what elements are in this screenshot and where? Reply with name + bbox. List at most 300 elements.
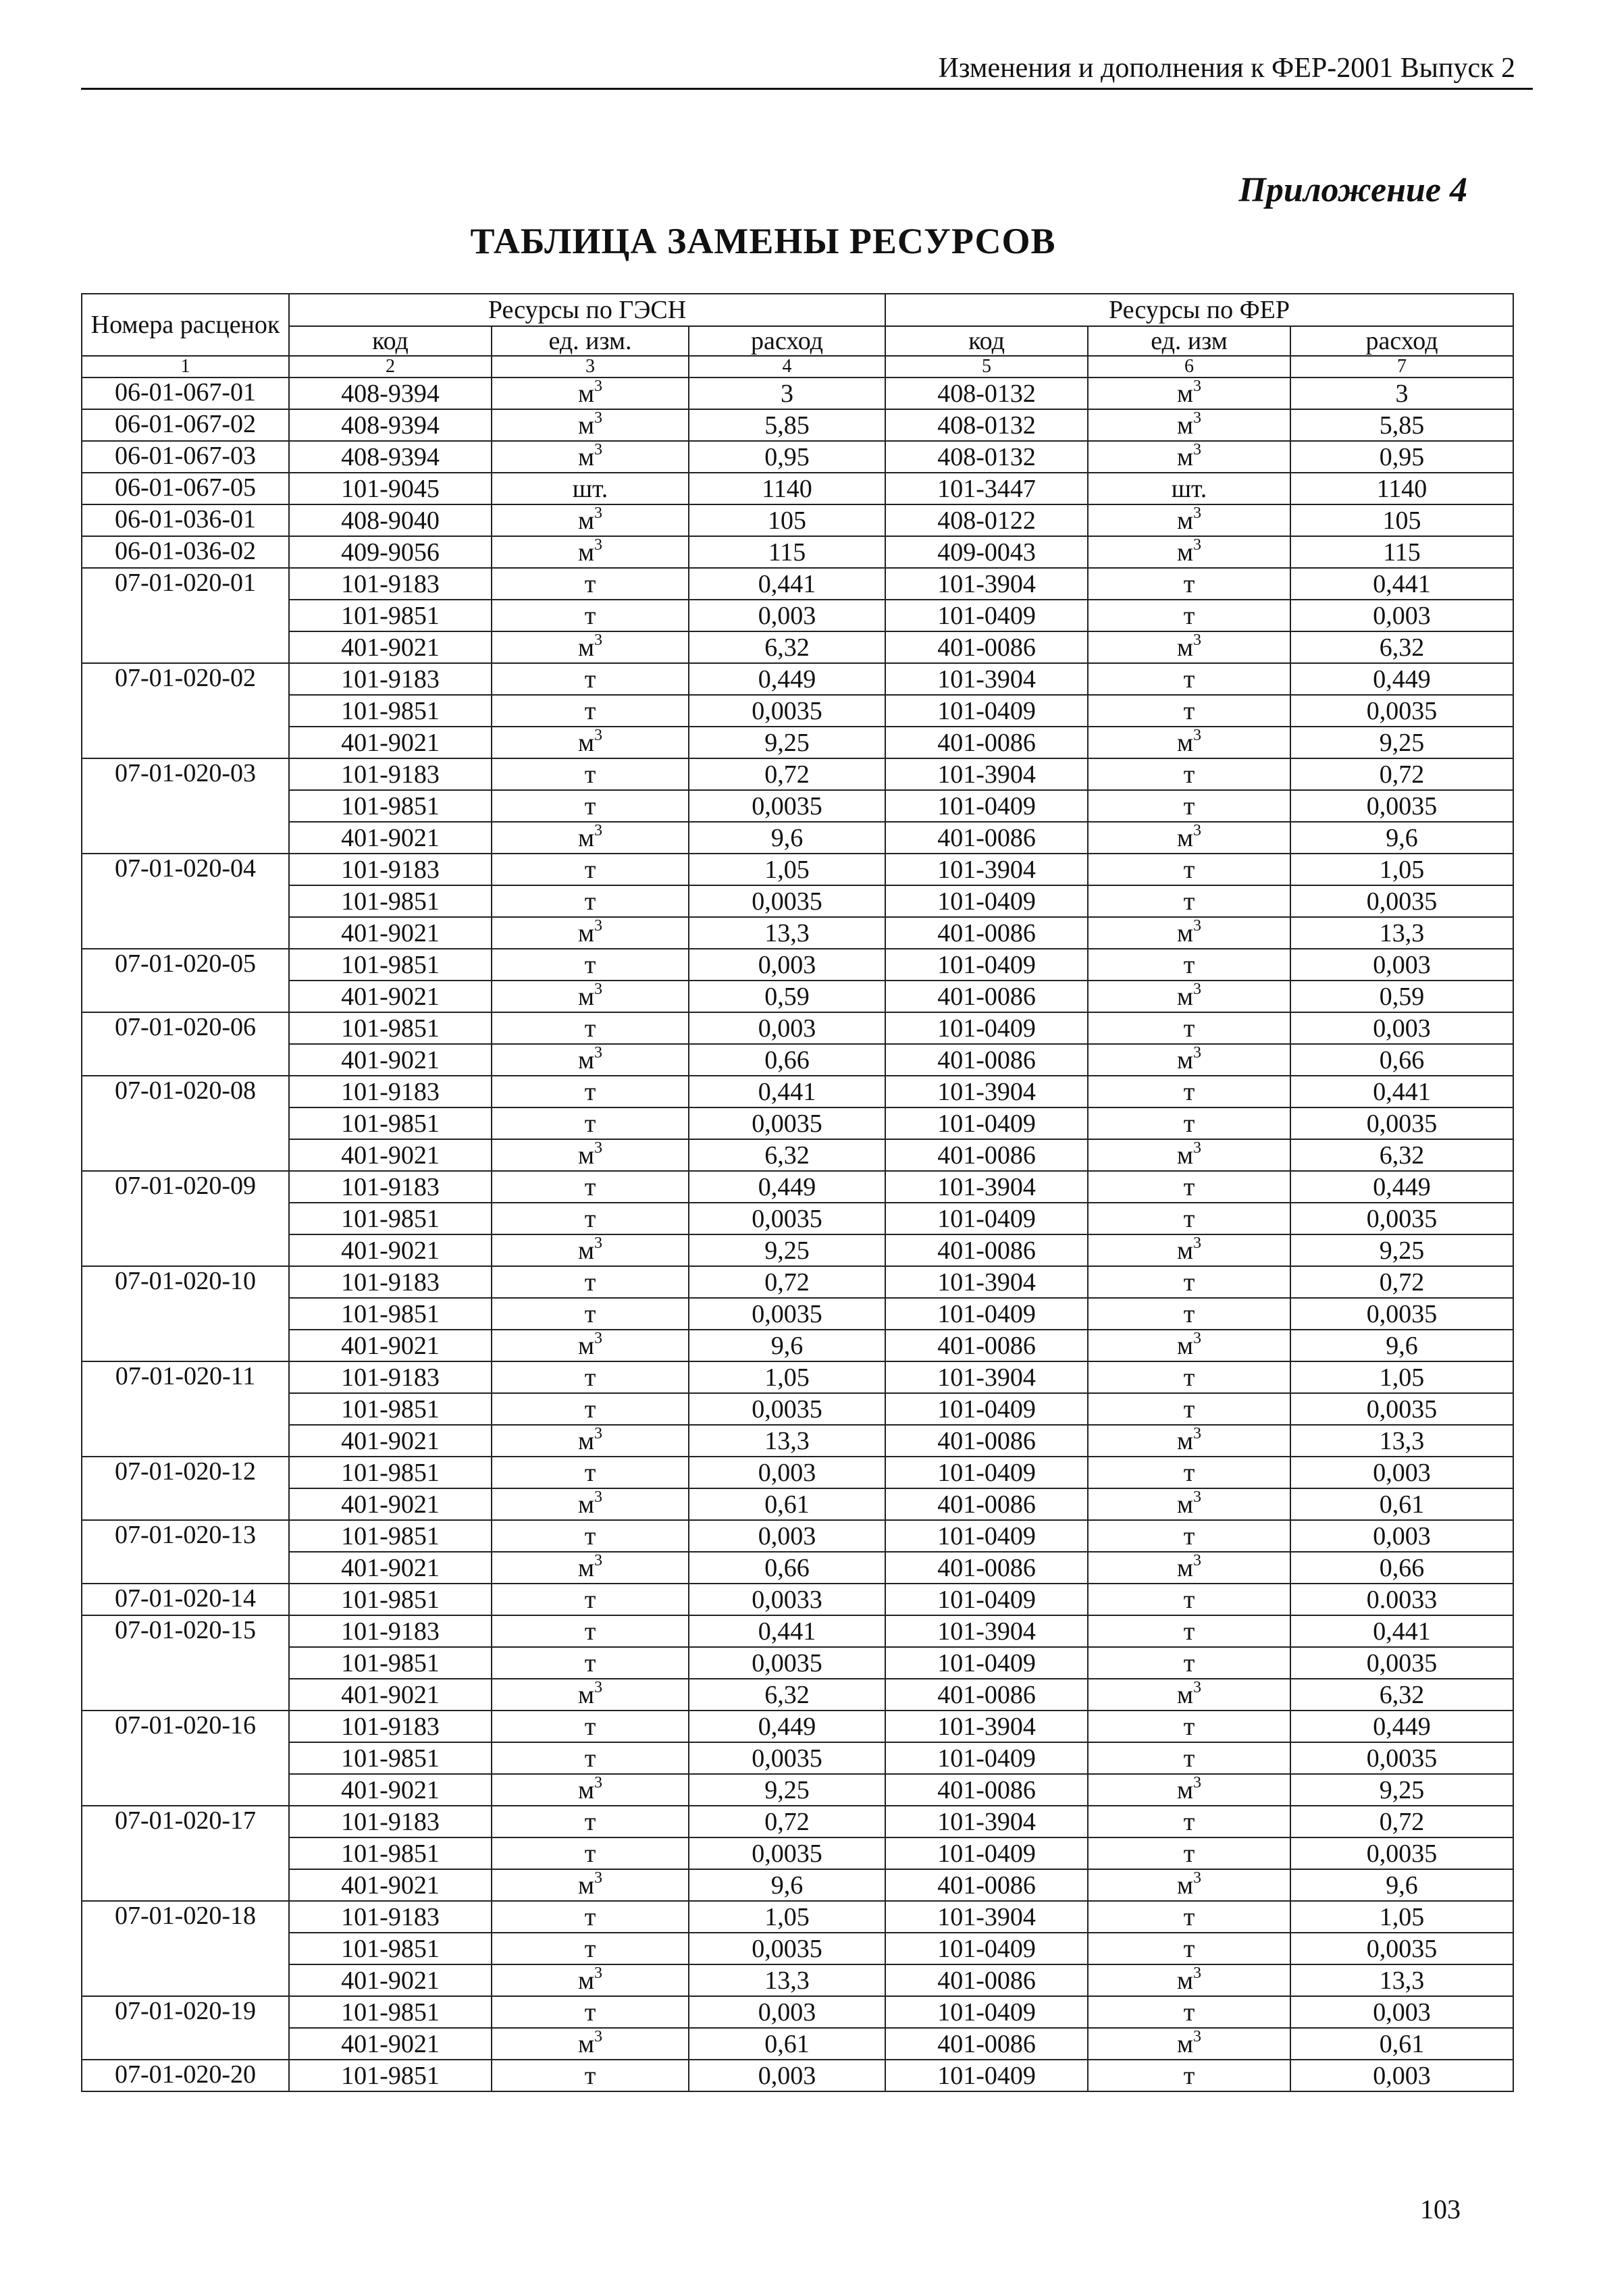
unit-text: т [584,1648,596,1677]
gesn-unit-cell [492,1996,689,2028]
fer-qty-cell: 105 [1290,504,1513,536]
fer-unit-cell [1088,1425,1290,1457]
rate-number-cell: 07-01-020-17 [82,1806,289,1901]
unit-exponent: 3 [594,1774,603,1792]
unit-text: м [577,379,595,408]
fer-unit-cell [1088,758,1290,790]
unit-text: т [1183,1807,1195,1836]
unit-exponent: 3 [1193,1774,1202,1792]
unit-text: м [1176,506,1194,535]
fer-unit-cell [1088,885,1290,917]
gesn-code-cell: 401-9021 [289,1234,492,1266]
gesn-code-cell: 401-9021 [289,1552,492,1584]
table-row [82,727,1513,758]
unit-exponent: 3 [594,1869,603,1887]
gesn-unit-cell [492,1488,689,1520]
fer-unit-cell [1088,1203,1290,1234]
gesn-code-cell: 101-9183 [289,568,492,600]
unit-text: м [1176,918,1194,947]
gesn-qty-cell: 6,32 [689,1139,885,1171]
gesn-unit-cell [492,1012,689,1044]
table-row [82,441,1513,473]
gesn-qty-cell: 0,449 [689,663,885,695]
gesn-unit-cell [492,981,689,1012]
gesn-code-cell: 401-9021 [289,822,492,854]
gesn-code-cell: 101-9851 [289,600,492,631]
header-rate-numbers: Номера расценок [82,294,289,356]
unit-exponent: 3 [594,1964,603,1982]
gesn-unit-cell [492,1107,689,1139]
gesn-code-cell: 101-9183 [289,758,492,790]
gesn-code-cell: 101-9183 [289,854,492,885]
table-row [82,1774,1513,1806]
gesn-code-cell: 101-9851 [289,1457,492,1488]
gesn-qty-cell: 0,61 [689,1488,885,1520]
gesn-unit-cell [492,473,689,504]
fer-qty-cell: 0,0035 [1290,1107,1513,1139]
unit-text: т [584,760,596,789]
fer-code-cell: 408-0122 [885,504,1088,536]
fer-unit-cell [1088,1044,1290,1076]
fer-unit-cell [1088,1266,1290,1298]
gesn-code-cell: 101-9851 [289,695,492,727]
table-row [82,1139,1513,1171]
unit-text: т [1183,855,1195,884]
gesn-qty-cell: 115 [689,536,885,568]
fer-unit-cell [1088,2028,1290,2060]
fer-unit-cell [1088,1171,1290,1203]
rate-number-cell: 07-01-020-18 [82,1901,289,1996]
gesn-code-cell: 101-9183 [289,1806,492,1837]
fer-unit-cell [1088,1901,1290,1933]
rate-number-cell: 07-01-020-06 [82,1012,289,1076]
unit-exponent: 3 [1193,1234,1202,1252]
fer-unit-cell [1088,473,1290,504]
gesn-unit-cell [492,727,689,758]
gesn-qty-cell: 0,0035 [689,1647,885,1679]
fer-qty-cell: 0,003 [1290,1457,1513,1488]
fer-unit-cell [1088,1774,1290,1806]
gesn-qty-cell: 1,05 [689,1361,885,1393]
fer-code-cell: 401-0086 [885,1964,1088,1996]
gesn-qty-cell: 0,0035 [689,695,885,727]
gesn-code-cell: 401-9021 [289,1044,492,1076]
fer-code-cell: 401-0086 [885,1552,1088,1584]
fer-code-cell: 101-3904 [885,663,1088,695]
unit-text: т [1183,1299,1195,1328]
fer-unit-cell [1088,1330,1290,1361]
unit-text: т [1183,1458,1195,1487]
table-row [82,536,1513,568]
gesn-qty-cell: 0,449 [689,1711,885,1742]
table-row [82,1234,1513,1266]
gesn-qty-cell: 9,6 [689,1330,885,1361]
rate-number-cell: 07-01-020-03 [82,758,289,854]
unit-text: т [584,1077,596,1106]
unit-text: т [584,569,596,598]
rate-number-cell: 07-01-020-12 [82,1457,289,1520]
table-row [82,1869,1513,1901]
table-row [82,1964,1513,1996]
fer-qty-cell: 13,3 [1290,917,1513,949]
unit-text: м [577,1553,595,1582]
gesn-code-cell: 409-9056 [289,536,492,568]
gesn-code-cell: 101-9183 [289,1711,492,1742]
unit-exponent: 3 [1193,981,1202,998]
gesn-code-cell: 401-9021 [289,1330,492,1361]
gesn-unit-cell [492,600,689,631]
gesn-code-cell: 101-9183 [289,1901,492,1933]
fer-code-cell: 401-0086 [885,1488,1088,1520]
gesn-qty-cell: 0,72 [689,1266,885,1298]
fer-unit-cell [1088,1457,1290,1488]
unit-text: м [1176,1236,1194,1265]
fer-code-cell: 101-0409 [885,1584,1088,1615]
unit-text: м [1176,442,1194,471]
fer-qty-cell: 6,32 [1290,1679,1513,1711]
fer-unit-cell [1088,822,1290,854]
fer-code-cell: 101-0409 [885,1012,1088,1044]
fer-code-cell: 101-3904 [885,1615,1088,1647]
gesn-unit-cell [492,949,689,981]
table-row [82,917,1513,949]
rate-number-cell: 06-01-036-01 [82,504,289,536]
unit-text: м [577,1141,595,1170]
fer-qty-cell: 13,3 [1290,1964,1513,1996]
gesn-code-cell: 401-9021 [289,1869,492,1901]
resource-replacement-table [81,293,1514,2092]
fer-unit-cell [1088,1615,1290,1647]
unit-exponent: 3 [1193,1552,1202,1569]
unit-text: т [1183,1268,1195,1297]
gesn-unit-cell [492,822,689,854]
unit-text: т [584,1268,596,1297]
unit-text: т [1183,1744,1195,1773]
gesn-code-cell: 101-9851 [289,1584,492,1615]
fer-unit-cell [1088,1139,1290,1171]
fer-unit-cell [1088,568,1290,600]
unit-exponent: 3 [1193,917,1202,935]
gesn-unit-cell [492,2028,689,2060]
gesn-code-cell: 101-9183 [289,1171,492,1203]
gesn-code-cell: 401-9021 [289,1964,492,1996]
unit-text: м [577,1236,595,1265]
unit-exponent: 3 [594,981,603,998]
gesn-unit-cell [492,1330,689,1361]
fer-code-cell: 101-3447 [885,473,1088,504]
unit-text: т [584,1458,596,1487]
fer-qty-cell: 0,003 [1290,1012,1513,1044]
unit-text: т [584,1109,596,1138]
unit-text: м [1176,1680,1194,1709]
gesn-unit-cell [492,917,689,949]
unit-text: м [1176,982,1194,1011]
fer-unit-cell [1088,1552,1290,1584]
unit-text: м [577,823,595,852]
table-row [82,663,1513,695]
fer-unit-cell [1088,1298,1290,1330]
gesn-qty-cell: 9,6 [689,1869,885,1901]
unit-text: шт. [1171,474,1207,503]
gesn-code-cell: 101-9851 [289,1837,492,1869]
gesn-unit-cell [492,1933,689,1964]
unit-text: м [577,1775,595,1804]
fer-code-cell: 101-3904 [885,1711,1088,1742]
unit-text: т [584,696,596,725]
unit-text: т [584,1712,596,1741]
gesn-unit-cell [492,504,689,536]
gesn-unit-cell [492,1679,689,1711]
table-row [82,568,1513,600]
fer-code-cell: 101-3904 [885,1806,1088,1837]
table-row [82,504,1513,536]
gesn-qty-cell: 13,3 [689,1425,885,1457]
fer-qty-cell: 0,0035 [1290,790,1513,822]
table-row [82,1330,1513,1361]
table-row [82,377,1513,409]
unit-text: шт. [572,474,608,503]
unit-text: т [1183,1109,1195,1138]
unit-text: м [577,2029,595,2058]
table-row [82,1647,1513,1679]
rate-number-cell: 07-01-020-13 [82,1520,289,1584]
unit-text: м [577,1426,595,1455]
table-row [82,1012,1513,1044]
unit-text: м [1176,411,1194,440]
table-row [82,1520,1513,1552]
fer-code-cell: 401-0086 [885,1139,1088,1171]
gesn-unit-cell [492,1139,689,1171]
gesn-qty-cell: 0,003 [689,949,885,981]
table-row [82,1266,1513,1298]
table-header [82,294,1513,377]
unit-exponent: 3 [594,631,603,649]
gesn-code-cell: 408-9394 [289,409,492,441]
table-row [82,1171,1513,1203]
unit-text: м [1176,1775,1194,1804]
unit-text: м [1176,633,1194,662]
gesn-unit-cell [492,1393,689,1425]
gesn-unit-cell [492,1203,689,1234]
header-gesn-unit: ед. изм. [492,326,689,356]
unit-text: м [1176,379,1194,408]
unit-text: м [1176,1426,1194,1455]
fer-unit-cell [1088,790,1290,822]
unit-text: м [577,538,595,567]
fer-unit-cell [1088,1076,1290,1107]
unit-text: м [1176,1966,1194,1995]
fer-code-cell: 101-0409 [885,1996,1088,2028]
rate-number-cell: 07-01-020-19 [82,1996,289,2060]
fer-code-cell: 101-0409 [885,1393,1088,1425]
header-fer-code: код [885,326,1088,356]
fer-code-cell: 401-0086 [885,981,1088,1012]
gesn-qty-cell: 0,003 [689,1457,885,1488]
gesn-unit-cell [492,885,689,917]
fer-qty-cell: 0,0035 [1290,695,1513,727]
gesn-unit-cell [492,377,689,409]
unit-text: т [1183,601,1195,630]
unit-text: т [1183,1014,1195,1043]
gesn-qty-cell: 1,05 [689,1901,885,1933]
rate-number-cell: 07-01-020-20 [82,2060,289,2091]
fer-code-cell: 101-0409 [885,600,1088,631]
unit-exponent: 3 [594,1044,603,1062]
unit-text: т [584,1744,596,1773]
unit-text: т [1183,2061,1195,2090]
fer-qty-cell: 5,85 [1290,409,1513,441]
unit-text: м [577,1490,595,1519]
fer-qty-cell: 0,003 [1290,1520,1513,1552]
fer-code-cell: 101-0409 [885,695,1088,727]
gesn-code-cell: 101-9851 [289,885,492,917]
gesn-qty-cell: 0,72 [689,758,885,790]
unit-text: м [577,411,595,440]
fer-unit-cell [1088,409,1290,441]
unit-text: т [584,601,596,630]
gesn-unit-cell [492,695,689,727]
gesn-code-cell: 101-9851 [289,1520,492,1552]
fer-unit-cell [1088,1107,1290,1139]
fer-qty-cell: 0,003 [1290,1996,1513,2028]
gesn-qty-cell: 6,32 [689,631,885,663]
fer-unit-cell [1088,377,1290,409]
fer-qty-cell: 0,59 [1290,981,1513,1012]
fer-unit-cell [1088,1806,1290,1837]
gesn-qty-cell: 0,0035 [689,1933,885,1964]
col-number: 5 [885,356,1088,377]
fer-qty-cell: 0,0035 [1290,1298,1513,1330]
fer-code-cell: 101-3904 [885,854,1088,885]
gesn-code-cell: 401-9021 [289,981,492,1012]
unit-exponent: 3 [594,409,603,427]
fer-unit-cell [1088,949,1290,981]
fer-qty-cell: 6,32 [1290,631,1513,663]
rate-number-cell: 07-01-020-16 [82,1711,289,1806]
rate-number-cell: 06-01-067-02 [82,409,289,441]
unit-exponent: 3 [1193,1488,1202,1506]
fer-code-cell: 101-0409 [885,1837,1088,1869]
appendix-label: Приложение 4 [1238,171,1467,209]
fer-code-cell: 401-0086 [885,1869,1088,1901]
table-row [82,1298,1513,1330]
fer-code-cell: 101-0409 [885,1742,1088,1774]
unit-text: т [1183,664,1195,694]
col-number: 4 [689,356,885,377]
table-row [82,1076,1513,1107]
fer-code-cell: 401-0086 [885,1044,1088,1076]
col-number: 1 [82,356,289,377]
gesn-code-cell: 101-9183 [289,1361,492,1393]
unit-text: т [1183,696,1195,725]
unit-text: т [1183,1839,1195,1868]
unit-text: т [584,1204,596,1233]
gesn-unit-cell [492,1552,689,1584]
gesn-code-cell: 101-9183 [289,1076,492,1107]
unit-text: м [1176,1490,1194,1519]
unit-text: м [1176,823,1194,852]
unit-text: м [1176,1553,1194,1582]
gesn-unit-cell [492,1425,689,1457]
fer-code-cell: 401-0086 [885,1774,1088,1806]
unit-exponent: 3 [1193,2028,1202,2045]
unit-text: т [584,2061,596,2090]
fer-code-cell: 401-0086 [885,917,1088,949]
unit-exponent: 3 [594,441,603,459]
unit-exponent: 3 [1193,377,1202,395]
unit-text: м [577,1966,595,1995]
fer-code-cell: 101-3904 [885,568,1088,600]
fer-code-cell: 101-0409 [885,1107,1088,1139]
header-fer-resources: Ресурсы по ФЕР [885,294,1513,326]
fer-qty-cell: 0,95 [1290,441,1513,473]
fer-code-cell: 101-0409 [885,2060,1088,2091]
fer-unit-cell [1088,1933,1290,1964]
unit-text: м [577,918,595,947]
unit-exponent: 3 [594,1425,603,1442]
fer-code-cell: 101-3904 [885,1901,1088,1933]
gesn-qty-cell: 1140 [689,473,885,504]
gesn-unit-cell [492,758,689,790]
unit-exponent: 3 [1193,1869,1202,1887]
unit-text: м [1176,2029,1194,2058]
table-row [82,790,1513,822]
rate-number-cell: 06-01-067-03 [82,441,289,473]
unit-text: м [577,1045,595,1074]
unit-text: м [1176,1871,1194,1900]
fer-code-cell: 401-0086 [885,1330,1088,1361]
table-row [82,1044,1513,1076]
fer-unit-cell [1088,1361,1290,1393]
gesn-unit-cell [492,1647,689,1679]
fer-qty-cell: 0,0035 [1290,1933,1513,1964]
col-number: 3 [492,356,689,377]
table-body [82,377,1513,2091]
rate-number-cell: 07-01-020-09 [82,1171,289,1266]
gesn-code-cell: 101-9851 [289,1298,492,1330]
table-row [82,1425,1513,1457]
table-row [82,1488,1513,1520]
gesn-unit-cell [492,1584,689,1615]
fer-code-cell: 401-0086 [885,1234,1088,1266]
fer-qty-cell: 0,003 [1290,2060,1513,2091]
fer-qty-cell: 9,6 [1290,1330,1513,1361]
gesn-qty-cell: 0,441 [689,1076,885,1107]
unit-text: т [1183,1363,1195,1392]
unit-text: т [1183,1585,1195,1614]
table-row [82,1203,1513,1234]
table-row [82,1742,1513,1774]
rate-number-cell: 06-01-067-05 [82,473,289,504]
unit-exponent: 3 [1193,409,1202,427]
gesn-unit-cell [492,1711,689,1742]
gesn-code-cell: 101-9851 [289,1107,492,1139]
fer-code-cell: 401-0086 [885,631,1088,663]
unit-exponent: 3 [594,1552,603,1569]
fer-qty-cell: 0,441 [1290,1615,1513,1647]
gesn-qty-cell: 9,25 [689,727,885,758]
table-row [82,854,1513,885]
col-number: 7 [1290,356,1513,377]
fer-unit-cell [1088,1679,1290,1711]
page-title: ТАБЛИЦА ЗАМЕНЫ РЕСУРСОВ [470,221,1056,261]
gesn-qty-cell: 0,0035 [689,1107,885,1139]
fer-code-cell: 401-0086 [885,1425,1088,1457]
gesn-qty-cell: 0,0035 [689,1298,885,1330]
table-row [82,1711,1513,1742]
unit-exponent: 3 [594,727,603,744]
rate-number-cell: 07-01-020-04 [82,854,289,949]
